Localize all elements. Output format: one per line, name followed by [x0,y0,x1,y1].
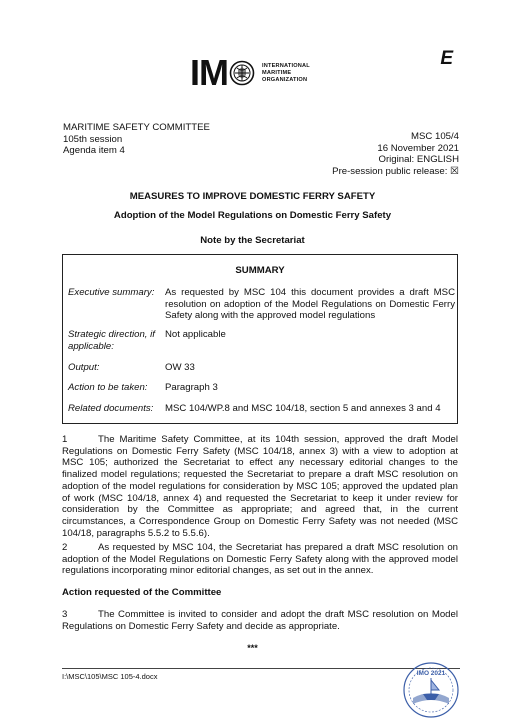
paragraph-1 [62,434,458,539]
summary-value: Paragraph 3 [165,382,218,393]
summary-value: Not applicable [165,329,226,340]
committee-block [63,122,210,157]
document-symbol: MSC 105/4 [411,131,459,142]
release-checkbox: ☒ [450,165,459,177]
emblem-text: IMO 2021 [416,670,446,677]
summary-value: MSC 104/WP.8 and MSC 104/18, section 5 and annexes 3 and 4 [165,403,441,414]
summary-value: As requested by MSC 104 this document provides a draft MSC resolution on adoption of the Model Regulations on Domestic Ferry Safety along with the approved model regulations [165,287,455,322]
summary-heading: SUMMARY [235,265,285,276]
end-mark: *** [247,643,258,653]
logo-letter-i: I [190,52,200,93]
summary-label: Executive summary: [68,287,155,298]
action-heading: Action requested of the Committee [62,587,222,598]
committee-name: MARITIME SAFETY COMMITTEE [63,122,210,133]
paragraph-text: As requested by MSC 104, the Secretariat has prepared a draft MSC resolution on adoption of the Model Regulations on Domestic Ferry Safety along with the approved model regulations incorporating minor editorial changes, as set out in the annex. [62,542,458,577]
summary-box [62,254,458,424]
paragraph-number: 1 [62,434,68,445]
summary-label: Output: [68,362,100,373]
paragraph-number: 2 [62,542,68,553]
document-reference [332,131,459,177]
imo-logo [190,52,350,93]
paragraph-number: 3 [62,609,68,620]
note-heading: Note by the Secretariat [200,235,305,246]
org-name [262,63,310,84]
paragraph-3 [62,609,458,632]
release-label: Pre-session public release: [332,165,448,177]
imo-globe-icon [229,60,255,86]
paragraph-text: The Maritime Safety Committee, at its 104th session, approved the draft Model Regulations on Domestic Ferry Safety (MSC 104/18, annex 3) with a view to adoption at MSC 105; authorized the Secretariat to effect any necessary editorial changes to the finalized model regulations; requested the Secretariat to prepare a draft MSC resolution on adoption of the model regulations for consideration by MSC 105; approved the updated plan of work (MSC 104/18, annex 4) and requested the Secretariat to keep it under review for consideration by the Committee as appropriate; and agreed that, in the current circumstances, a Correspondence Group on Domestic Ferry Safety was not needed (MSC 104/18, paragraphs 5.5.2 to 5.5.6). [62,434,458,539]
summary-value: OW 33 [165,362,195,373]
main-title: MEASURES TO IMPROVE DOMESTIC FERRY SAFETY [129,191,376,202]
paragraph-text: The Committee is invited to consider and adopt the draft MSC resolution on Model Regulations on Domestic Ferry Safety and decide as appropriate. [62,609,458,632]
paragraph-2 [62,542,458,577]
original-language: Original: ENGLISH [378,154,459,166]
imo-2021-emblem-icon [401,660,461,720]
language-mark: E [440,48,453,69]
org-name-line: ORGANIZATION [262,76,308,83]
session: 105th session [63,133,123,145]
org-name-line: MARITIME [262,69,292,76]
org-name-line: INTERNATIONAL [262,62,310,69]
subtitle: Adoption of the Model Regulations on Domestic Ferry Safety [113,210,392,221]
logo-letter-m: M [199,52,229,93]
summary-label: Strategic direction, if applicable: [68,329,155,352]
summary-label: Related documents: [68,403,154,414]
document-date: 16 November 2021 [377,142,459,154]
release-line [332,166,459,178]
imo-logo-letters [190,52,256,93]
summary-label: Action to be taken: [68,382,148,393]
agenda-item: Agenda item 4 [63,145,125,157]
footer-file-path: I:\MSC\105\MSC 105-4.docx [62,672,158,681]
